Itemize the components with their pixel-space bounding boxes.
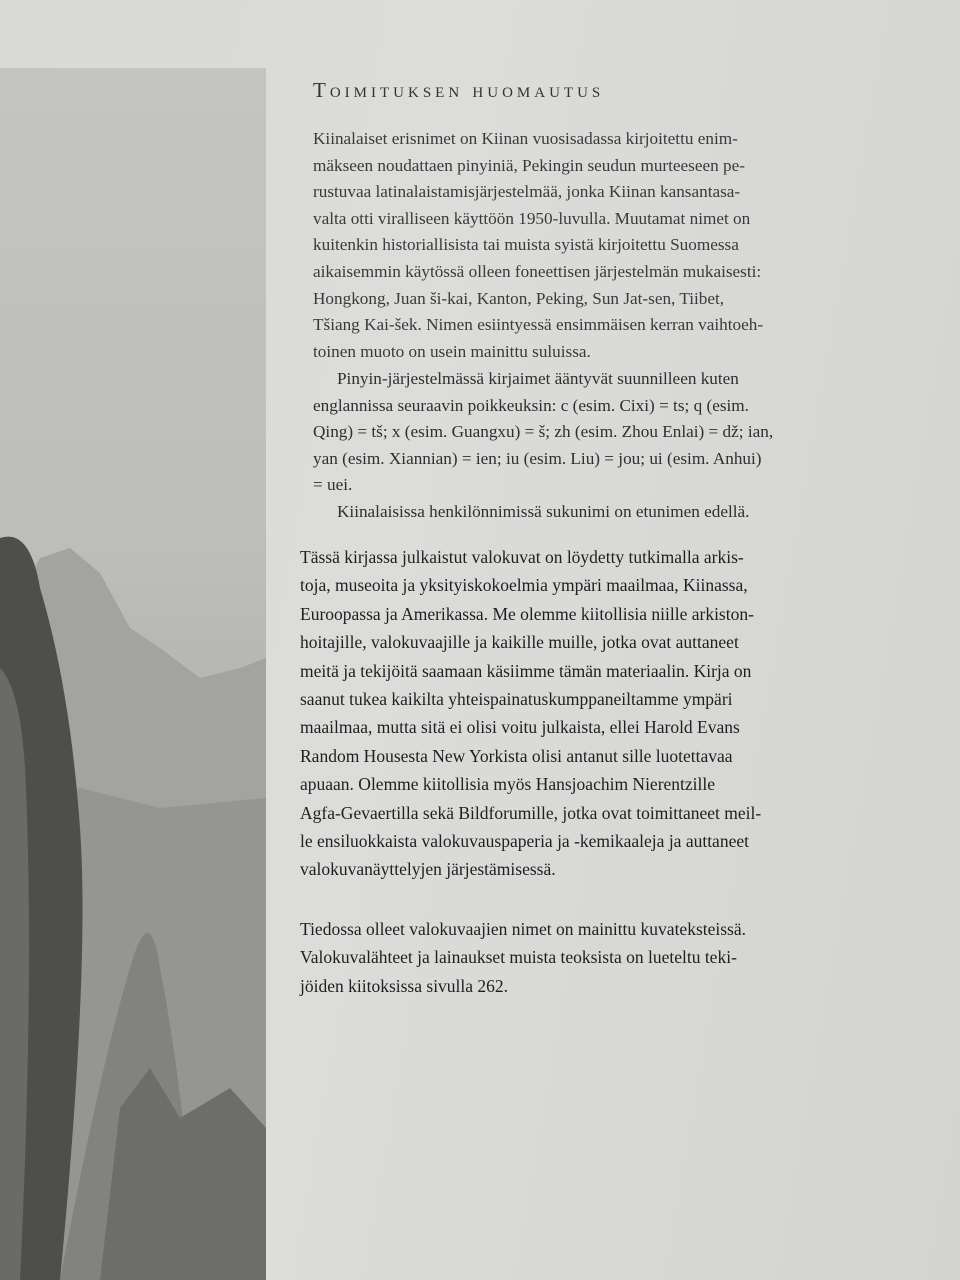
text-line: le ensiluokkaista valokuvauspaperia ja -kemikaaleja ja auttaneet <box>300 830 749 851</box>
text-line: mäkseen noudattaen pinyiniä, Pekingin seudun murteeseen pe- <box>313 155 745 175</box>
text-line: hoitajille, valokuvaajille ja kaikille muille, jotka ovat auttaneet <box>300 632 739 653</box>
text-line: = uei. <box>313 475 353 495</box>
text-line: apuaan. Olemme kiitollisia myös Hansjoachim Nierentzille <box>300 774 716 795</box>
text-line: Random Housesta New Yorkista olisi antanut sille luotettavaa <box>300 745 733 766</box>
text-line: toinen muoto on usein mainittu suluissa. <box>313 341 591 361</box>
text-line: toja, museoita ja yksityiskokoelmia ympäri maailmaa, Kiinassa, <box>300 575 748 596</box>
paragraph-photo-credits <box>300 915 746 1000</box>
text-line: kuitenkin historiallisista tai muista syistä kirjoitettu Suomessa <box>313 235 739 255</box>
text-line: Agfa-Gevaertilla sekä Bildforumille, jotka ovat toimittaneet meil- <box>300 802 762 823</box>
paragraph-acknowledgements <box>300 543 761 884</box>
text-line: Kiinalaiset erisnimet on Kiinan vuosisadassa kirjoitettu enim- <box>313 129 738 148</box>
text-line: aikaisemmin käytössä olleen foneettisen järjestelmän mukaisesti: <box>313 261 762 281</box>
mountain-photo <box>0 68 266 1280</box>
text-line: Tiedossa olleet valokuvaajien nimet on mainittu kuvateksteissä. <box>300 919 747 939</box>
text-line: rustuvaa latinalaistamisjärjestelmää, jonka Kiinan kansantasa- <box>313 182 741 202</box>
paragraph-romanization <box>313 126 763 365</box>
text-line: Kiinalaisissa henkilönnimissä sukunimi on etunimen edellä. <box>337 501 750 521</box>
text-line: Hongkong, Juan ši-kai, Kanton, Peking, Sun Jat-sen, Tiibet, <box>313 288 725 308</box>
text-line: maailmaa, mutta sitä ei olisi voitu julkaista, ellei Harold Evans <box>300 717 740 738</box>
text-line: valokuvanäyttelyjen järjestämisessä. <box>300 859 556 880</box>
text-line: meitä ja tekijöitä saamaan käsiimme tämän materiaalin. Kirja on <box>300 660 752 681</box>
text-line: Qing) = tš; x (esim. Guangxu) = š; zh (esim. Zhou Enlai) = dž; ian, <box>313 422 774 442</box>
text-line: valta otti viralliseen käyttöön 1950-luvulla. Muutamat nimet on <box>313 208 751 228</box>
text-line: Pinyin-järjestelmässä kirjaimet ääntyvät suunnilleen kuten <box>337 369 739 388</box>
text-line: Valokuvalähteet ja lainaukset muista teoksista on lueteltu teki- <box>300 947 737 968</box>
text-line: Tässä kirjassa julkaistut valokuvat on löydetty tutkimalla arkis- <box>300 547 744 567</box>
photo-landscape-graphic <box>0 68 266 1280</box>
text-line: Tšiang Kai-šek. Nimen esiintyessä ensimmäisen kerran vaihtoeh- <box>313 315 764 335</box>
text-line: jöiden kiitoksissa sivulla 262. <box>300 975 509 996</box>
section-heading: Toimituksen huomautus <box>313 78 605 102</box>
text-line: saanut tukea kaikilta yhteispainatuskumppaneiltamme ympäri <box>300 688 733 709</box>
text-line: yan (esim. Xiannian) = ien; iu (esim. Liu) = jou; ui (esim. Anhui) <box>313 448 762 468</box>
paragraph-pinyin <box>313 366 773 526</box>
text-line: Euroopassa ja Amerikassa. Me olemme kiitollisia niille arkiston- <box>300 603 754 624</box>
text-line: englannissa seuraavin poikkeuksin: c (esim. Cixi) = ts; q (esim. <box>313 395 749 415</box>
